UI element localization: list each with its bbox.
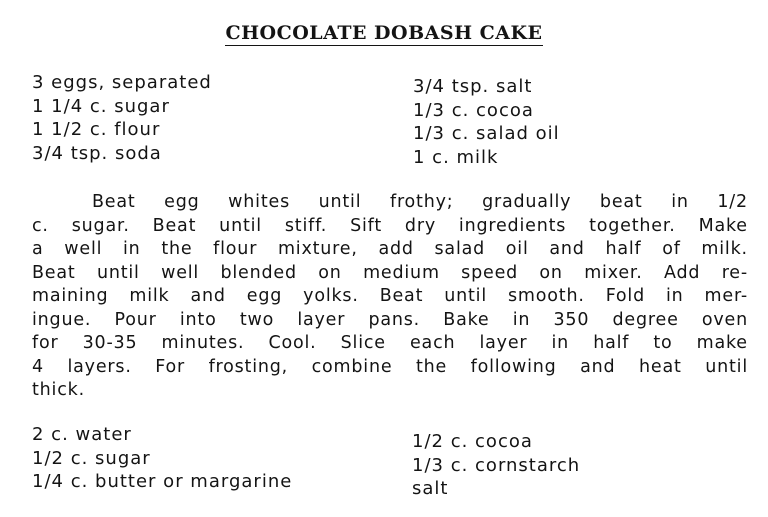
method-word: Beat — [92, 192, 136, 212]
method-word: half — [605, 239, 642, 259]
method-word: Beat — [379, 286, 424, 306]
method-word: for — [32, 333, 59, 353]
method-word: speed — [461, 262, 519, 283]
method-word: Beat — [32, 262, 76, 283]
method-line — [32, 262, 748, 286]
ingredient-line: 3/4 tsp. soda — [32, 142, 162, 164]
method-word: make — [696, 333, 748, 353]
method-word: Add — [664, 262, 701, 283]
method-word: in — [123, 239, 141, 259]
method-word: gradually — [482, 192, 572, 212]
method-word: in — [512, 309, 531, 330]
recipe-title — [0, 22, 768, 44]
method-word: each — [409, 333, 456, 353]
method-word: Cool. — [268, 333, 317, 353]
method-word: medium — [363, 262, 440, 283]
ingredients-right-column — [413, 75, 560, 169]
ingredient-line: 3/4 tsp. salt — [413, 76, 533, 97]
method-word: ingue. — [32, 309, 92, 330]
method-word: until — [444, 286, 488, 306]
method-word: oil — [505, 239, 529, 259]
method-line — [32, 215, 748, 239]
method-word: frosting, — [208, 356, 289, 377]
method-word: in — [551, 333, 570, 353]
method-word: blended — [220, 262, 297, 283]
method-word: together. — [589, 215, 676, 236]
method-word: Slice — [340, 333, 386, 353]
method-word: and — [580, 356, 616, 377]
method-word: Sift — [350, 215, 382, 236]
method-word: add — [378, 239, 414, 259]
recipe-title-text: CHOCOLATE DOBASH CAKE — [225, 22, 543, 44]
method-word: combine — [311, 356, 393, 377]
ingredient-line: 1 1/4 c. sugar — [32, 95, 170, 117]
frosting-right-column — [412, 430, 580, 501]
method-word: until — [705, 356, 748, 377]
method-paragraph — [32, 191, 748, 403]
method-word: smooth. — [508, 286, 585, 306]
method-word: beat — [599, 192, 643, 212]
method-word: Pour — [114, 309, 157, 330]
method-word: flour — [213, 239, 258, 259]
method-word: milk — [129, 286, 170, 306]
method-word: Bake — [443, 309, 490, 330]
method-word: 30-35 — [82, 333, 138, 353]
method-word: heat — [639, 356, 682, 377]
method-line — [32, 356, 748, 380]
frosting-ingredient-line: 2 c. water — [32, 424, 132, 445]
method-word: dry — [404, 215, 436, 236]
method-word: in — [666, 286, 684, 306]
method-word: yolks. — [303, 286, 359, 306]
ingredient-line: 1 1/2 c. flour — [32, 119, 161, 140]
method-line — [32, 191, 748, 215]
method-line — [32, 285, 748, 309]
frosting-ingredient-line: salt — [412, 478, 449, 499]
method-word: until — [318, 192, 362, 212]
method-word: For — [155, 356, 185, 377]
method-word: and — [190, 286, 226, 306]
method-word: 1/2 — [717, 192, 748, 212]
method-line — [32, 309, 748, 333]
ingredients-left-column — [32, 71, 212, 165]
method-word: egg — [246, 286, 283, 306]
method-word: degree — [612, 309, 679, 330]
method-word: maining — [32, 286, 109, 306]
ingredient-line: 1/3 c. salad oil — [413, 123, 560, 144]
method-word: layers. — [67, 356, 132, 377]
method-word: salad — [434, 239, 486, 259]
method-word: whites — [228, 192, 290, 212]
method-word: well — [161, 262, 200, 283]
frosting-left-column — [32, 423, 292, 494]
method-word: on — [318, 262, 342, 283]
method-word: to — [653, 333, 673, 353]
method-word: mixture, — [277, 239, 358, 259]
method-word: two — [239, 309, 275, 330]
method-word: the — [161, 239, 193, 259]
method-word: well — [64, 239, 103, 259]
frosting-ingredient-line: 1/2 c. cocoa — [412, 431, 533, 452]
method-word: ingredients — [458, 215, 567, 236]
method-line — [32, 238, 748, 262]
method-word: the — [415, 356, 448, 377]
method-word: following — [470, 356, 557, 377]
frosting-ingredient-line: 1/2 c. sugar — [32, 447, 151, 469]
method-line: thick. — [32, 380, 85, 400]
method-word: re- — [721, 262, 748, 283]
frosting-ingredient-line: 1/3 c. cornstarch — [412, 454, 581, 476]
method-word: on — [539, 262, 563, 283]
method-word: half — [593, 333, 630, 353]
ingredient-line: 1/3 c. cocoa — [413, 99, 534, 121]
method-word: until — [96, 262, 140, 283]
method-word: in — [671, 192, 689, 212]
method-word: and — [549, 239, 585, 259]
ingredient-line: 3 eggs, separated — [32, 72, 212, 93]
method-word: mer- — [704, 286, 748, 306]
method-word: egg — [164, 192, 200, 212]
method-word: c. — [32, 215, 49, 236]
method-word: layer — [479, 333, 528, 353]
method-word: 4 — [32, 356, 44, 377]
method-word: 350 — [553, 309, 590, 330]
method-word: oven — [701, 309, 748, 330]
method-word: Fold — [605, 286, 646, 306]
method-word: until — [219, 215, 262, 236]
method-word: stiff. — [284, 215, 328, 236]
method-word: into — [179, 309, 217, 330]
method-word: Make — [698, 215, 748, 236]
method-word: Beat — [152, 215, 197, 236]
method-word: mixer. — [584, 262, 643, 283]
method-word: milk. — [701, 239, 748, 259]
frosting-ingredient-line: 1/4 c. butter or margarine — [32, 471, 293, 492]
method-word: pans. — [368, 309, 421, 330]
method-word: a — [32, 239, 44, 259]
method-word: layer — [297, 309, 346, 330]
method-word: minutes. — [161, 333, 245, 353]
method-word: of — [662, 239, 681, 259]
ingredient-line: 1 c. milk — [413, 146, 499, 168]
method-line — [32, 332, 748, 356]
method-word: sugar. — [71, 215, 130, 236]
method-word: frothy; — [389, 192, 454, 212]
